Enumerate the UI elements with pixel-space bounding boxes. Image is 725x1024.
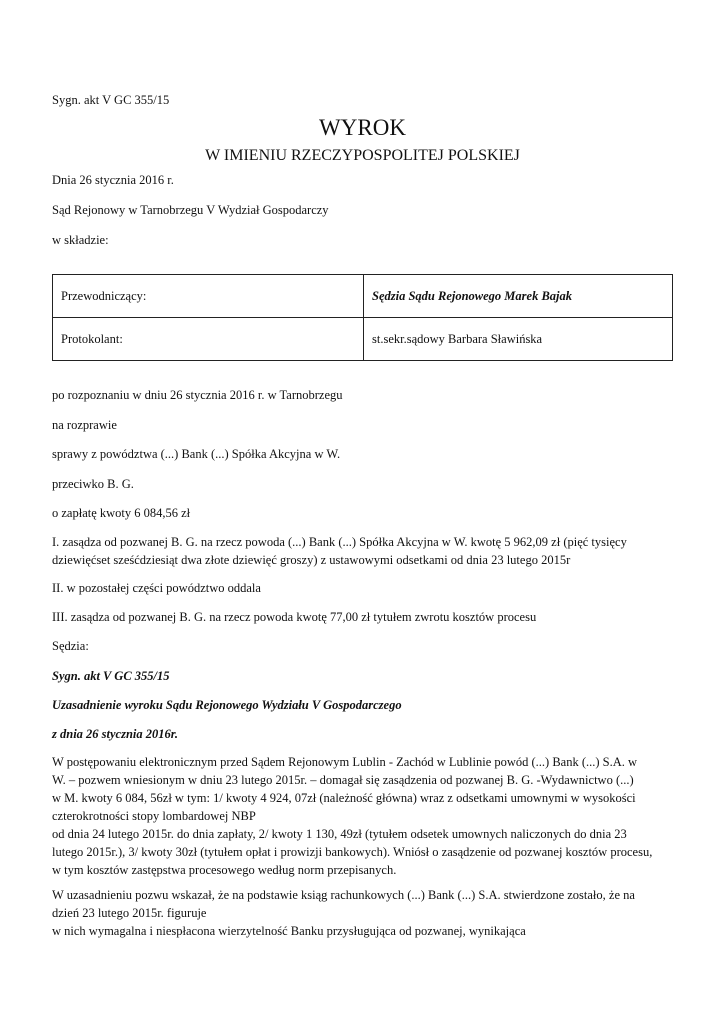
justification-heading: Uzasadnienie wyroku Sądu Rejonowego Wydziału V Gospodarczego (52, 698, 402, 712)
ruling-point-3: III. zasądza od pozwanej B. G. na rzecz powoda kwotę 77,00 zł tytułem zwrotu kosztów procesu (52, 610, 537, 624)
proceedings-line: na rozprawie (52, 418, 117, 432)
document-title: WYROK (319, 115, 406, 140)
justification-paragraph-1 (52, 753, 672, 879)
judge-signature-label: Sędzia: (52, 639, 89, 653)
ruling-point-1-continued: dziewięćset sześćdziesiąt dwa złote dziewięć groszy) z ustawowymi odsetkami od dnia 23 lutego 2015r (52, 553, 571, 567)
paragraph-line: dzień 23 lutego 2015r. figuruje (52, 906, 207, 920)
case-number-header: Sygn. akt V GC 355/15 (52, 93, 170, 107)
table-row (53, 275, 673, 318)
ruling-point-1: I. zasądza od pozwanej B. G. na rzecz powoda (...) Bank (...) Spółka Akcyjna w W. kwotę 5 962,09 zł (pięć tysięcy (52, 535, 627, 549)
paragraph-line: w nich wymagalna i niespłacona wierzytelność Banku przysługująca od pozwanej, wynikająca (52, 924, 526, 938)
paragraph-line: W uzasadnieniu pozwu wskazał, że na podstawie ksiąg rachunkowych (...) Bank (...) S.A. stwierdzone zostało, że na (52, 888, 635, 902)
ruling-point-2: II. w pozostałej części powództwo oddala (52, 581, 261, 595)
paragraph-line: lutego 2015r.), 3/ kwoty 30zł (tytułem opłat i prowizji bankowych). Wniósł o zasądzenie od pozwanej kosztów procesu, (52, 845, 653, 859)
proceedings-line: po rozpoznaniu w dniu 26 stycznia 2016 r. w Tarnobrzegu (52, 388, 343, 402)
clerk-label: Protokolant: (53, 318, 364, 361)
court-composition-table (52, 274, 673, 361)
justification-paragraph-2 (52, 886, 672, 940)
paragraph-line: w tym kosztów zastępstwa procesowego według norm przepisanych. (52, 863, 397, 877)
judgment-date: Dnia 26 stycznia 2016 r. (52, 173, 174, 187)
clerk-name: st.sekr.sądowy Barbara Sławińska (364, 318, 673, 361)
proceedings-line: przeciwko B. G. (52, 477, 134, 491)
presiding-judge-label: Przewodniczący: (53, 275, 364, 318)
presiding-judge-name: Sędzia Sądu Rejonowego Marek Bajak (364, 275, 673, 318)
table-row (53, 318, 673, 361)
paragraph-line: W. – pozwem wniesionym w dniu 23 lutego 2015r. – domagał się zasądzenia od pozwanej B. G. -Wydawnictwo (...) (52, 773, 634, 787)
court-name: Sąd Rejonowy w Tarnobrzegu V Wydział Gospodarczy (52, 203, 329, 217)
proceedings-line: sprawy z powództwa (...) Bank (...) Spółka Akcyjna w W. (52, 447, 341, 461)
paragraph-line: w M. kwoty 6 084, 56zł w tym: 1/ kwoty 4 924, 07zł (należność główna) wraz z odsetkami umownymi w wysokości (52, 791, 636, 805)
proceedings-line: o zapłatę kwoty 6 084,56 zł (52, 506, 191, 520)
paragraph-line: od dnia 24 lutego 2015r. do dnia zapłaty, 2/ kwoty 1 130, 49zł (tytułem odsetek umownych naliczonych do dnia 23 (52, 827, 627, 841)
paragraph-line: czterokrotności stopy lombardowej NBP (52, 809, 256, 823)
paragraph-line: W postępowaniu elektronicznym przed Sądem Rejonowym Lublin - Zachód w Lublinie powód (...) Bank (...) S.A. w (52, 755, 638, 769)
document-subtitle: W IMIENIU RZECZYPOSPOLITEJ POLSKIEJ (205, 147, 520, 164)
composition-intro: w składzie: (52, 233, 109, 247)
justification-case-number: Sygn. akt V GC 355/15 (52, 669, 170, 683)
justification-date: z dnia 26 stycznia 2016r. (52, 727, 179, 741)
